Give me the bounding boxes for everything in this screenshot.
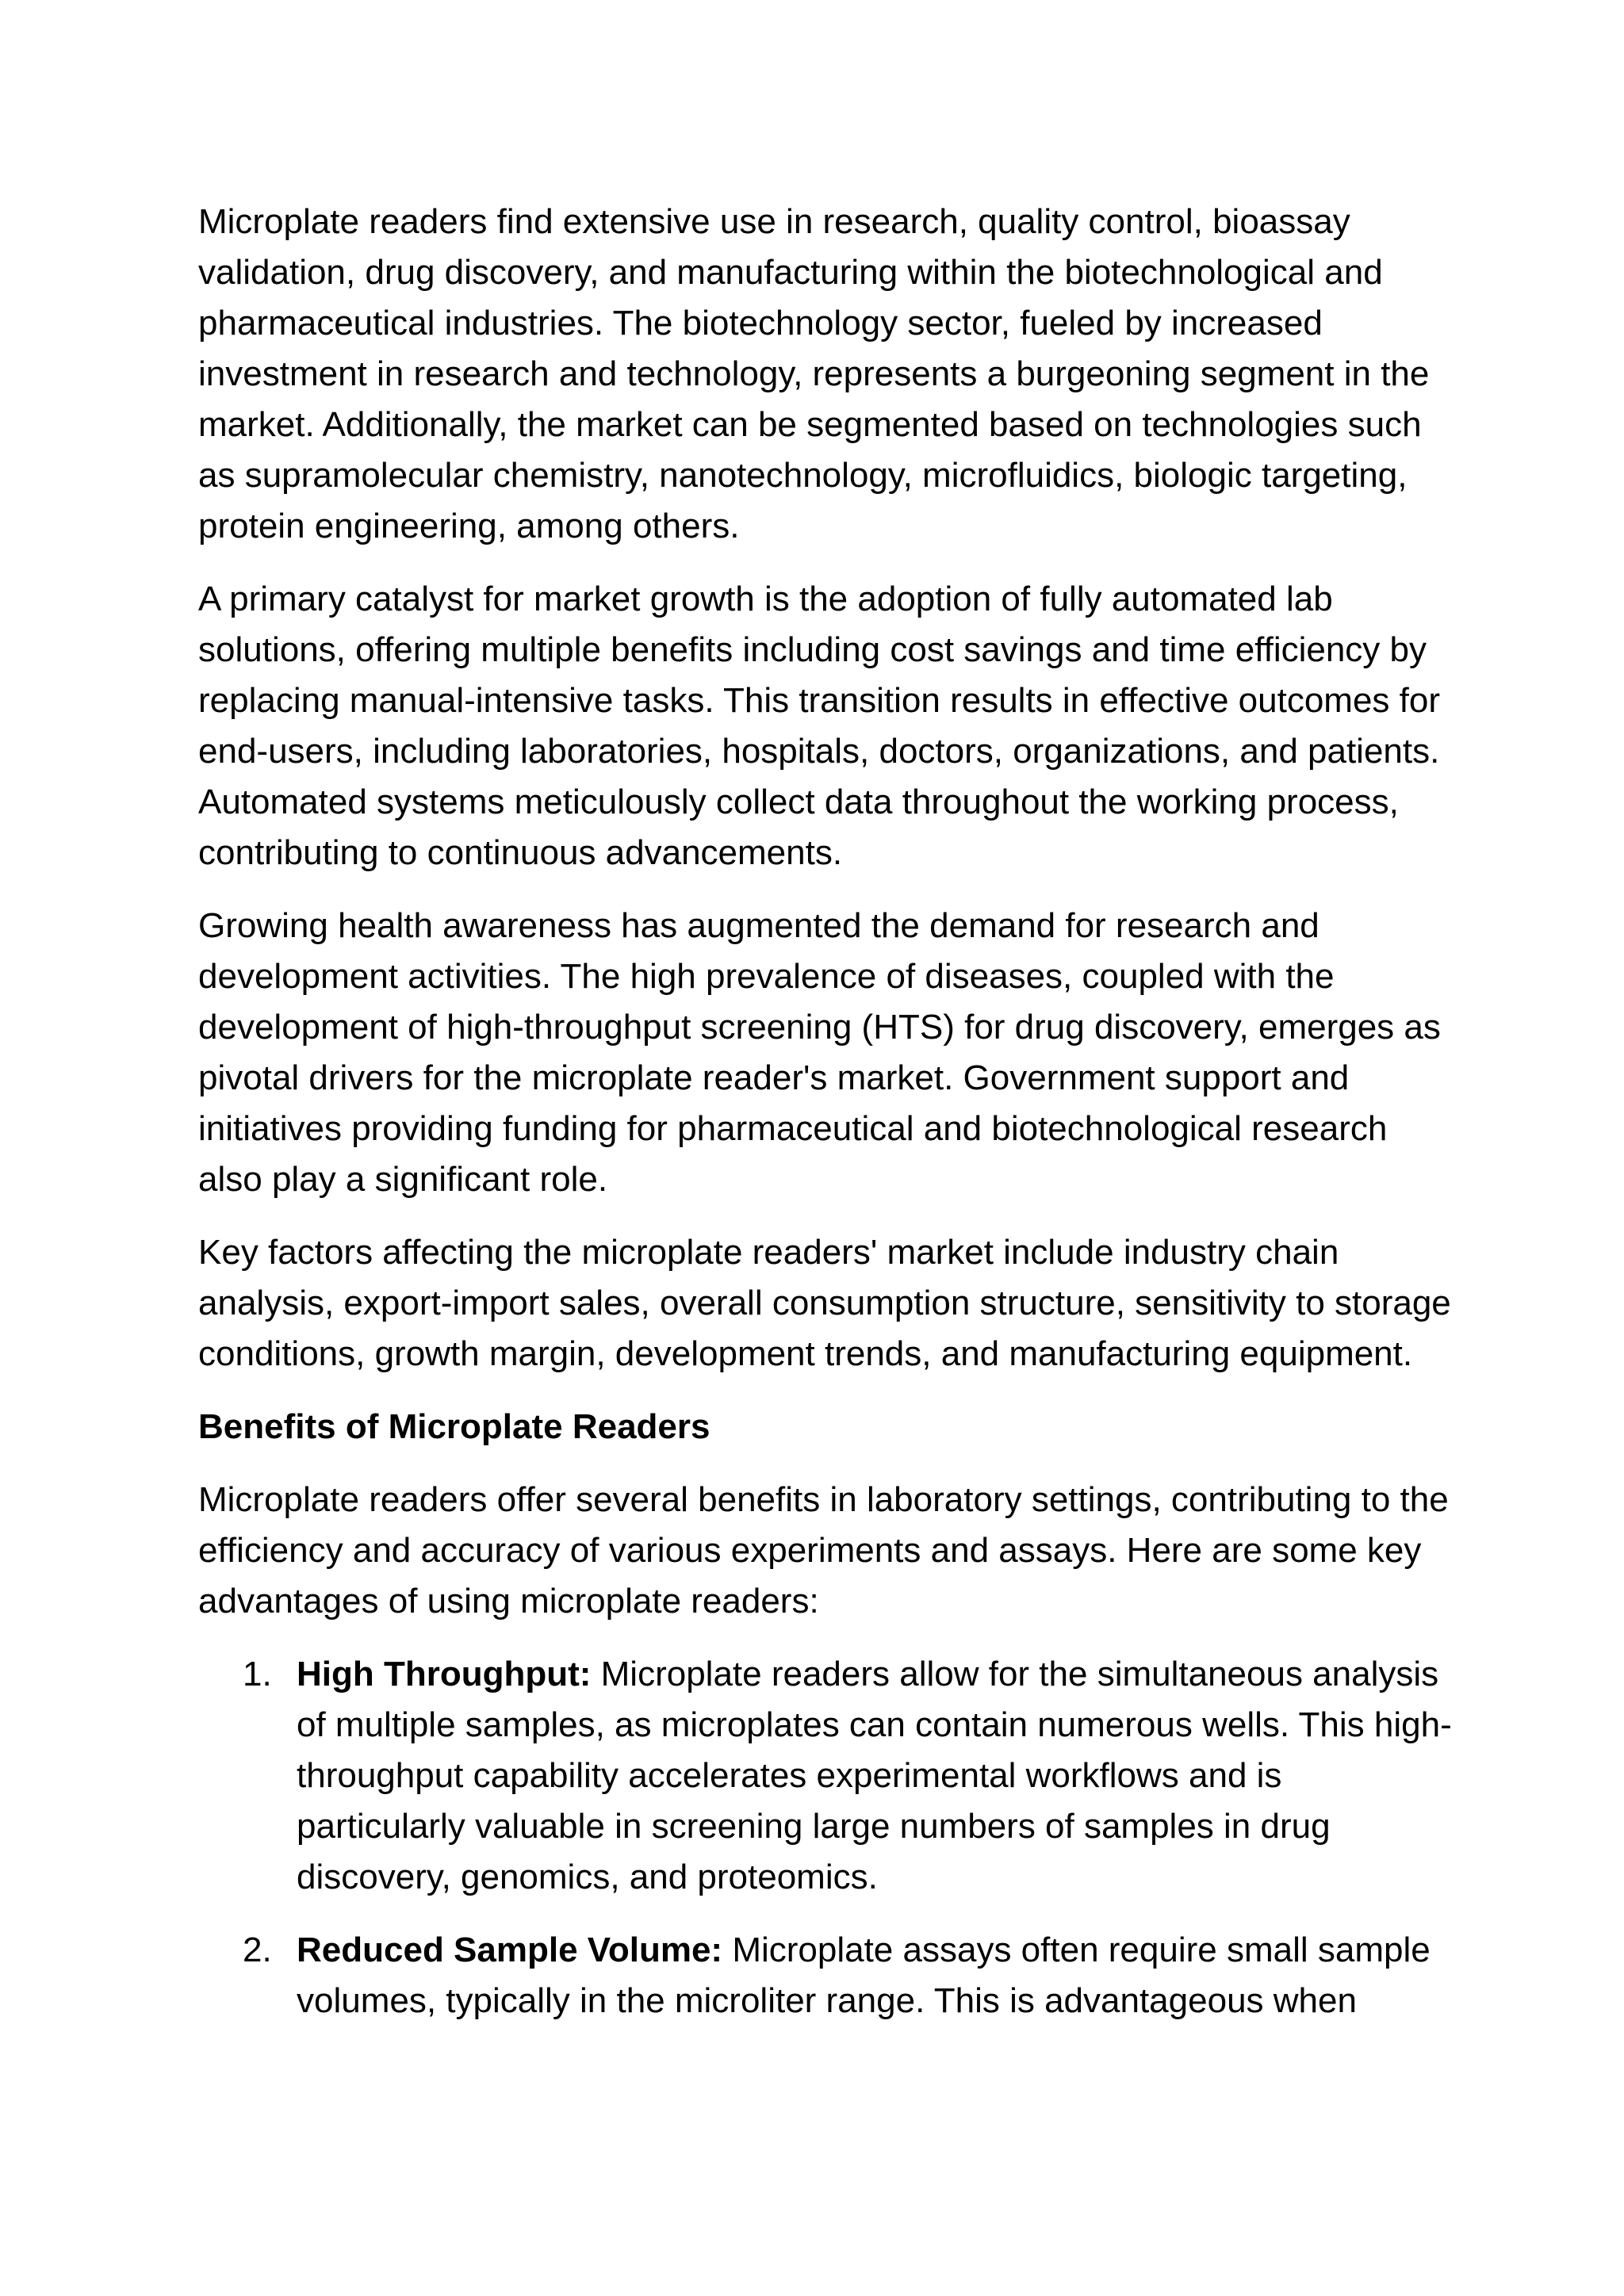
list-item-title: High Throughput: — [297, 1655, 592, 1693]
list-item-text: Microplate assays often require small sample volumes, typically in the microliter range. This is advantageous when — [297, 1931, 1431, 2020]
list-item — [198, 1925, 1459, 2026]
document-page — [198, 197, 1459, 2049]
section-heading: Benefits of Microplate Readers — [198, 1407, 710, 1446]
benefits-list — [198, 1649, 1459, 2026]
list-item-text: Microplate readers allow for the simultaneous analysis of multiple samples, as microplates can contain numerous wells. This high-throughput capability accelerates experimental workflows and is particularly valuable in screening large numbers of samples in drug discovery, genomics, and proteomics. — [297, 1655, 1452, 1896]
paragraph-automation: A primary catalyst for market growth is the adoption of fully automated lab solutions, offering multiple benefits including cost savings and time efficiency by replacing manual-intensive tasks. This transition results in effective outcomes for end-users, including laboratories, hospitals, doctors, organizations, and patients. Automated systems meticulously collect data throughout the working process, contributing to continuous advancements. — [198, 580, 1440, 872]
list-item-number: 2. — [243, 1931, 272, 1969]
paragraph-health-awareness: Growing health awareness has augmented the demand for research and development activities. The high prevalence of diseases, coupled with the development of high-throughput screening (HTS) for drug discovery, emerges as pivotal drivers for the microplate reader's market. Government support and initiatives providing funding for pharmaceutical and biotechnological research also play a significant role. — [198, 906, 1441, 1199]
list-item — [198, 1649, 1459, 1903]
paragraph-key-factors: Key factors affecting the microplate readers' market include industry chain analysis, export-import sales, overall consumption structure, sensitivity to storage conditions, growth margin, development trends, and manufacturing equipment. — [198, 1233, 1451, 1373]
list-item-title: Reduced Sample Volume: — [297, 1931, 723, 1969]
paragraph-market-segments: Microplate readers find extensive use in research, quality control, bioassay validation, drug discovery, and manufacturing within the biotechnological and pharmaceutical industries. The biotechnology sector, fueled by increased investment in research and technology, represents a burgeoning segment in the market. Additionally, the market can be segmented based on technologies such as supramolecular chemistry, nanotechnology, microfluidics, biologic targeting, protein engineering, among others. — [198, 202, 1430, 545]
section-intro: Microplate readers offer several benefits in laboratory settings, contributing to the efficiency and accuracy of various experiments and assays. Here are some key advantages of using microplate readers: — [198, 1480, 1449, 1621]
list-item-number: 1. — [243, 1655, 272, 1693]
